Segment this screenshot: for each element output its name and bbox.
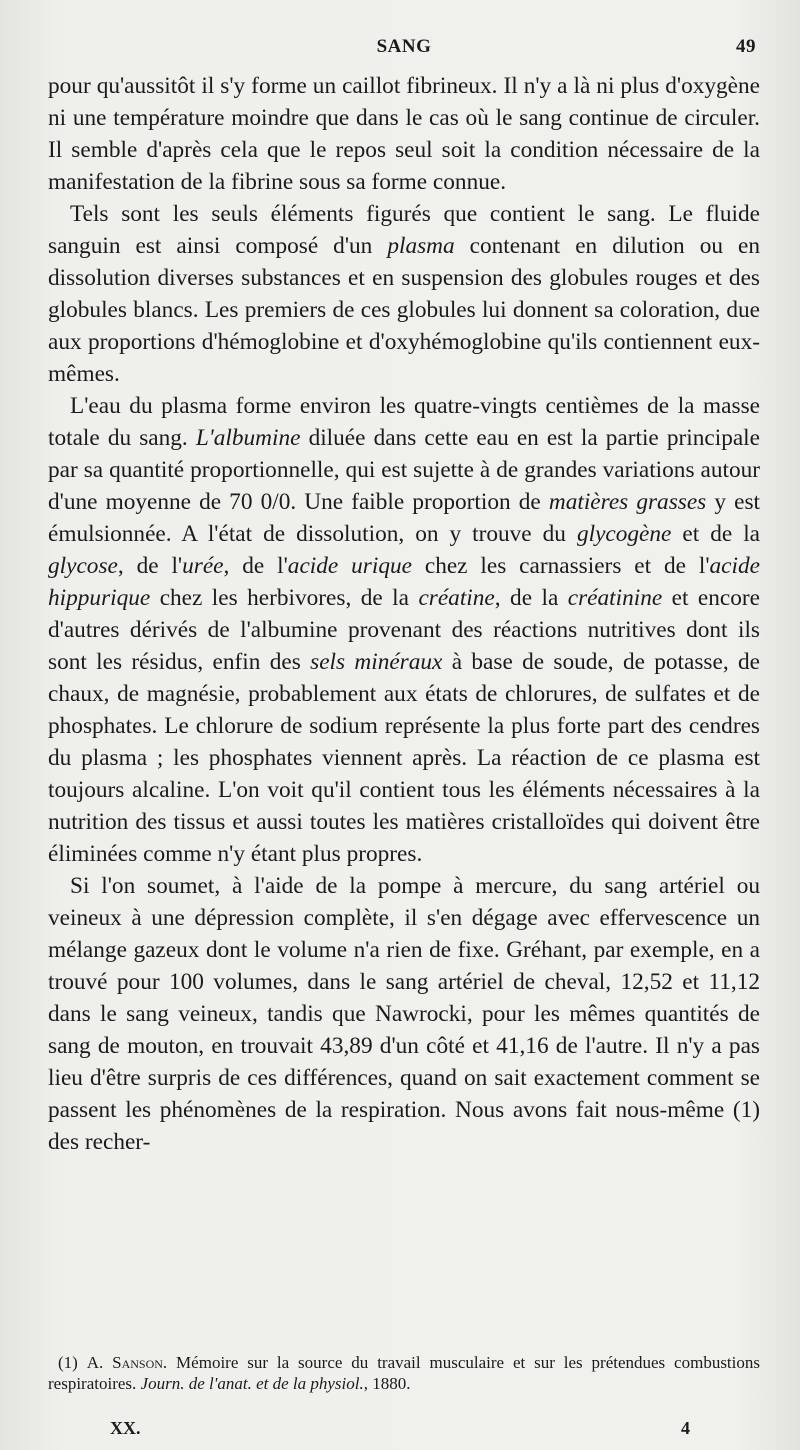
paragraph [48, 70, 760, 198]
text-run: pour qu'aussitôt il s'y forme un caillot fibrineux. Il n'y a là ni plus d'oxygène ni une température moindre que dans le cas où le sang continue de circuler. Il semble d'après cela que le repos seul soit la condition nécessaire de la manifestation de la fibrine sous sa forme connue. [48, 73, 760, 195]
italic-term: glycose [48, 553, 118, 579]
footnote [48, 1352, 760, 1394]
paragraph [48, 390, 760, 870]
text-run: , de la [494, 585, 568, 611]
italic-term: créatine [418, 585, 495, 611]
volume-mark: XX. [110, 1418, 141, 1438]
italic-term: acide hippurique [48, 553, 760, 611]
text-run: chez les carnassiers et de l' [411, 553, 710, 579]
paragraph [48, 870, 760, 1158]
text-run: y est émulsionnée. A l'état de dissolution, on y trouve du [48, 489, 760, 547]
text-run: , de l' [117, 553, 183, 579]
page-number: 49 [736, 36, 756, 57]
italic-term: acide urique [287, 553, 412, 579]
sheet-number: 4 [681, 1418, 690, 1438]
sheet-signature [110, 1418, 690, 1439]
text-run: diluée dans cette eau en est la partie principale par sa quantité proportionnelle, qui est sujette à de grandes variations autour d'une moyenne de 70 0/0. Une faible proportion de [48, 425, 760, 515]
text-run: contenant en dilution ou en dissolution diverses substances et en suspension des globules rouges et des globules blancs. Les premiers de ces globules lui donnent sa coloration, due aux proportions d'hémoglobine et d'oxyhémoglobine qu'ils contiennent eux-mêmes. [48, 233, 760, 387]
text-run: , de l' [223, 553, 288, 579]
body-text [48, 70, 760, 1158]
italic-term: glycogène [576, 521, 672, 547]
italic-term: matières grasses [548, 489, 707, 515]
footnote-journal: Journ. de l'anat. et de la physiol. [140, 1374, 364, 1393]
italic-term: L'albumine [195, 425, 301, 451]
running-header [48, 30, 760, 70]
italic-term: plasma [387, 233, 455, 259]
text-run: à base de soude, de potasse, de chaux, de magnésie, probablement aux états de chlorures, de sulfates et de phosphates. Le chlorure de sodium représente la plus forte part des cendres du plasma ; les phosphates viennent après. La réaction de ce plasma est toujours alcaline. L'on voit qu'il contient tous les éléments nécessaires à la nutrition des tissus et aussi toutes les matières cristalloïdes qui doivent être éliminées comme n'y étant plus propres. [48, 649, 760, 867]
italic-term: sels minéraux [310, 649, 443, 675]
text-run: et de la [671, 521, 761, 547]
text-run: chez les herbivores, de la [150, 585, 419, 611]
running-title: SANG [376, 36, 432, 57]
text-run: et encore d'autres dérivés de l'albumine provenant des réactions nutritives dont ils sont les résidus, enfin des [48, 585, 760, 675]
text-run: L'eau du plasma forme environ les quatre-vingts centièmes de la masse totale du sang. [48, 393, 760, 451]
italic-term: créatinine [567, 585, 663, 611]
text-run: Tels sont les seuls éléments figurés que contient le sang. Le fluide sanguin est ainsi composé d'un [48, 201, 760, 259]
footnote-text: Mémoire sur la source du travail musculaire et sur les prétendues combustions respiratoires. [48, 1353, 760, 1393]
italic-term: urée [182, 553, 224, 579]
paragraph [48, 198, 760, 390]
footnote-author: A. Sanson. [86, 1353, 168, 1372]
footnote-number: (1) [58, 1353, 78, 1372]
text-run: Si l'on soumet, à l'aide de la pompe à mercure, du sang artériel ou veineux à une dépression complète, il s'en dégage avec effervescence un mélange gazeux dont le volume n'a rien de fixe. Gréhant, par exemple, en a trouvé pour 100 volumes, dans le sang artériel de cheval, 12,52 et 11,12 dans le sang veineux, tandis que Nawrocki, pour les mêmes quantités de sang de mouton, en trouvait 43,89 d'un côté et 41,16 de l'autre. Il n'y a pas lieu d'être surpris de ces différences, quand on sait exactement comment se passent les phénomènes de la respiration. Nous avons fait nous-même (1) des recher- [48, 873, 760, 1155]
footnote-year: , 1880. [363, 1374, 411, 1393]
